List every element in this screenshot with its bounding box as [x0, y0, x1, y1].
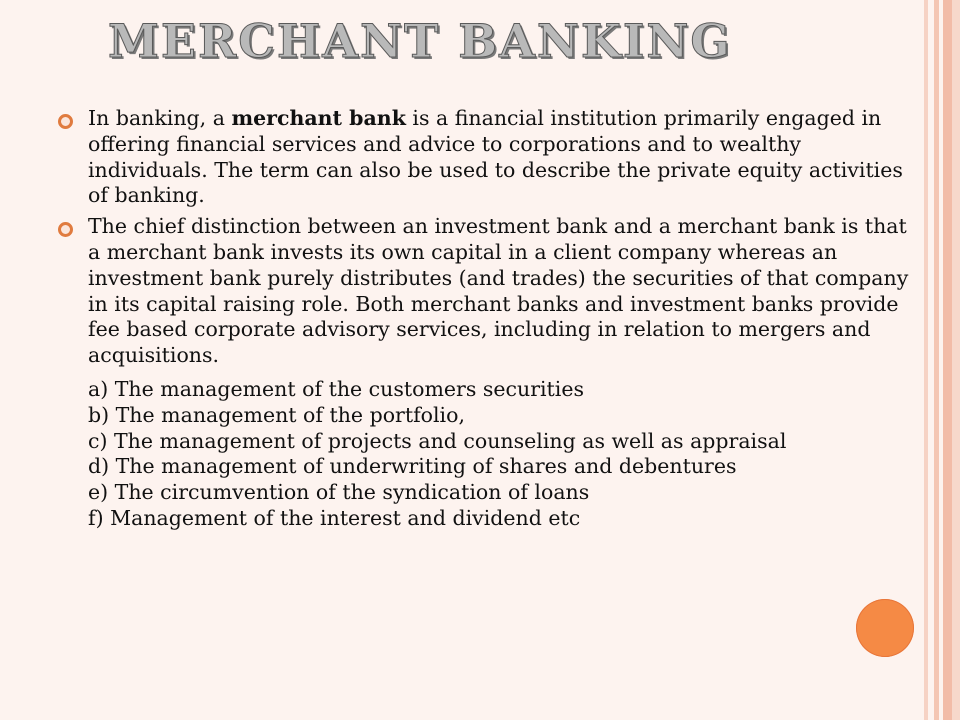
bullet-item-2	[52, 214, 912, 369]
right-decorative-stripes	[924, 0, 960, 720]
list-item: e) The circumvention of the syndication of loans	[88, 480, 590, 505]
list-item: d) The management of underwriting of shares and debentures	[88, 454, 737, 479]
list-item: b) The management of the portfolio,	[88, 402, 465, 427]
list-item: c) The management of projects and counseling as well as appraisal	[88, 428, 787, 453]
bullet-2-text: The chief distinction between an investment bank and a merchant bank is that a merchant bank invests its own capital in a client company whereas an investment bank purely distributes (and trades) the securities of that company in its capital raising role. Both merchant banks and investment banks provide fee based corporate advisory services, including in relation to mergers and acquisitions.	[88, 214, 909, 368]
bullet-1-prefix: In banking, a	[88, 106, 232, 130]
bullet-item-1	[52, 106, 912, 209]
bullet-1-suffix: is a financial institution primarily engaged in offering financial services and advice to corporations and to wealthy individuals. The term can also be used to describe the private equity activities of banking.	[88, 106, 903, 208]
orange-circle-icon	[856, 599, 914, 657]
list-item: f) Management of the interest and dividend etc	[88, 505, 581, 530]
function-list	[52, 377, 912, 532]
ring-bullet-icon	[58, 114, 73, 129]
bullet-1-bold-term: merchant bank	[231, 106, 406, 130]
slide-content	[52, 106, 912, 532]
ring-bullet-icon	[58, 222, 73, 237]
slide-title: MERCHANT BANKING	[108, 14, 732, 68]
list-item: a) The management of the customers securities	[88, 376, 584, 401]
